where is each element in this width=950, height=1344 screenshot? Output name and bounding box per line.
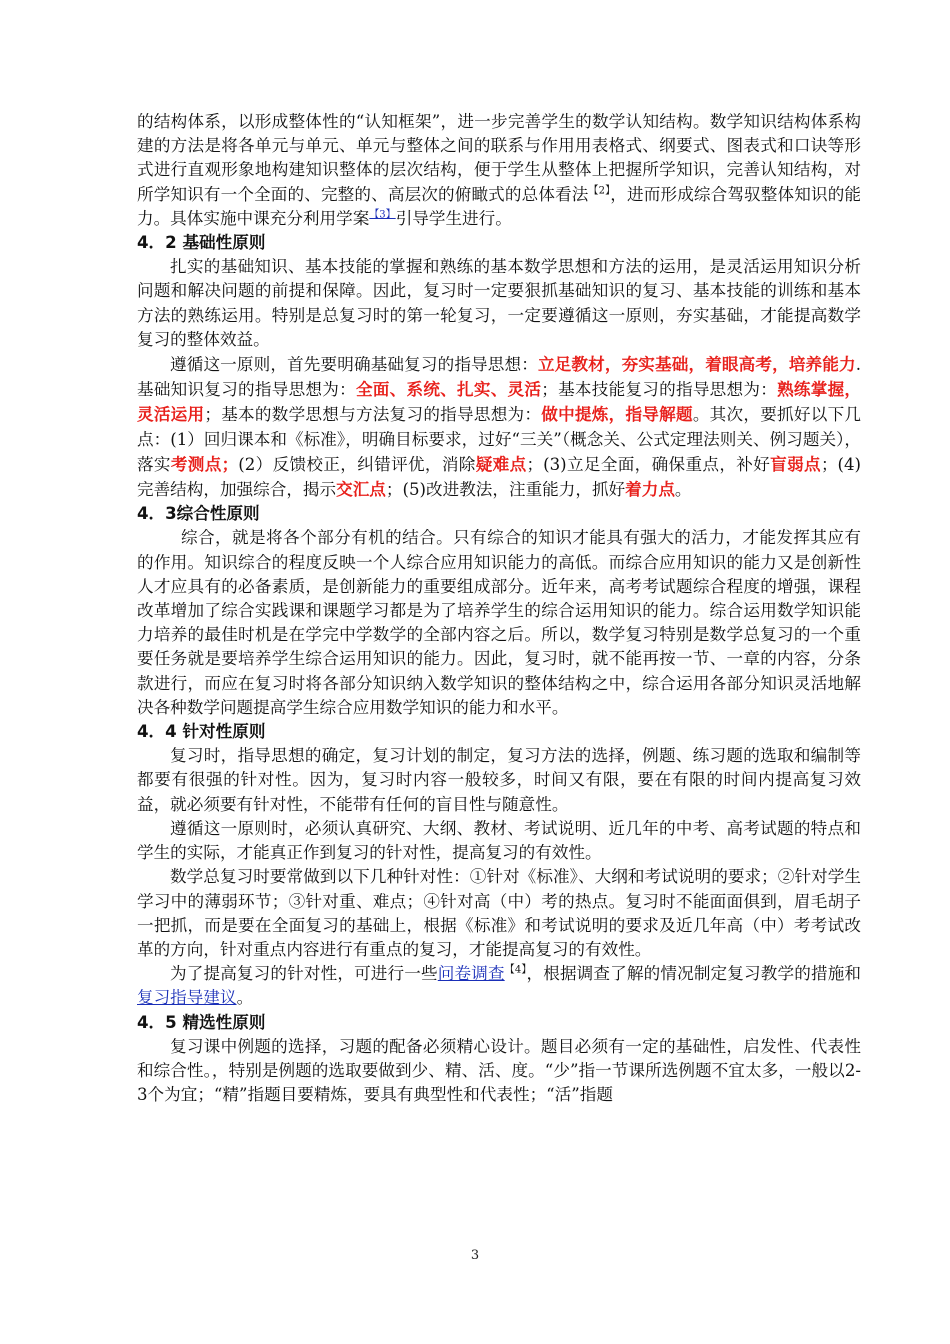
paragraph: 数学总复习时要常做到以下几种针对性：①针对《标准》、大纲和考试说明的要求；②针对学生学习中的薄弱环节；③针对重、难点；④针对高（中）考的热点。复习时不能面面俱到，眉毛胡子一把抓，而是要在全面复习的基础上，根据《标准》和考试说明的要求及近几年高（中）考考试改革的方向，针对重点内容进行有重点的复习，才能提高复习的有效性。	[137, 867, 861, 959]
emphasis: 考测点；	[170, 453, 239, 474]
emphasis: 全面、系统、扎实、灵活	[355, 379, 542, 400]
paragraph-guiding-ideas: 遵循这一原则，首先要明确基础复习的指导思想：立足教材，夯实基础，着眼高考，培养能力.基础知识复习的指导思想为：全面、系统、扎实、灵活；基本技能复习的指导思想为：熟练掌握，灵活运用；基本的数学思想与方法复习的指导思想为：做中提炼，指导解题。其次，要抓好以下几点：(1）回归课本和《标准》，明确目标要求，过好“三关”（概念关、公式定理法则关、例习题关），落实考测点；(2）反馈校正，纠错评优，消除疑难点；(3)立足全面，确保重点，补好盲弱点；(4)完善结构，加强综合，揭示交汇点；(5)改进教法，注重能力，抓好着力点。	[137, 354, 862, 500]
citation-4: 【4】	[504, 964, 527, 976]
paragraph: 遵循这一原则时，必须认真研究、大纲、教材、考试说明、近几年的中考、高考试题的特点和学生的实际，才能真正作到复习的针对性，提高复习的有效性。	[137, 818, 861, 863]
paragraph-with-links: 为了提高复习的针对性，可进行一些问卷调查$^{【4】}$，根据调查了解的情况制定复习教学的措施和复习指导建议。	[137, 964, 862, 1008]
section-heading-4-5: 4．5 精选性原则	[137, 1012, 266, 1032]
section-heading-4-2: 4．2 基础性原则	[137, 233, 266, 253]
document-body	[137, 110, 861, 1107]
emphasis: 盲弱点	[770, 453, 821, 474]
review-guidance-link[interactable]: 复习指导建议	[137, 988, 237, 1008]
section-heading-4-3: 4．3综合性原则	[137, 504, 260, 524]
paragraph: 综合，就是将各个部分有机的结合。只有综合的知识才能具有强大的活力，才能发挥其应有的作用。知识综合的程度反映一个人综合应用知识能力的高低。而综合应用知识的能力又是创新性人才应具有的必备素质，是创新能力的重要组成部分。近年来，高考考试题综合程度的增强，课程改革增加了综合实践课和课题学习都是为了培养学生的综合运用知识的能力。综合运用数学知识能力培养的最佳时机是在学完中学数学的全部内容之后。所以，数学复习特别是数学总复习的一个重要任务就是要培养学生综合运用知识的能力。因此，复习时，就不能再按一节、一章的内容，分条款进行，而应在复习时将各部分知识纳入数学知识的整体结构之中，综合运用各部分知识灵活地解决各种数学问题提高学生综合应用数学知识的能力和水平。	[137, 528, 861, 717]
section-heading-4-4: 4．4 针对性原则	[137, 722, 266, 742]
emphasis: 交汇点	[336, 479, 386, 500]
questionnaire-link[interactable]: 问卷调查	[437, 964, 505, 984]
paragraph: 复习时，指导思想的确定，复习计划的制定，复习方法的选择，例题、练习题的选取和编制等都要有很强的针对性。因为，复习时内容一般较多，时间又有限，要在有限的时间内提高复习效益，就必须要有针对性，不能带有任何的盲目性与随意性。	[137, 746, 861, 814]
emphasis: 做中提炼，指导解题	[541, 404, 693, 425]
citation-3-link[interactable]: 【3】	[369, 209, 396, 221]
emphasis: 熟练掌握，灵活运用	[137, 379, 862, 425]
intro-paragraph: 的结构体系，以形成整体性的“认知框架”，进一步完善学生的数学认知结构。数学知识结构体系构建的方法是将各单元与单元、单元与整体之间的联系与作用用表格式、纲要式、图表式和口诀等形式进行直观形象地构建知识整体的层次结构，便于学生从整体上把握所学知识，完善认知结构，对所学知识有一个全面的、完整的、高层次的俯瞰式的总体看法$^{【2】}$，进而形成综合驾驭整体知识的能力。具体实施中课充分利用学案$^{【3】}$引导学生进行。	[137, 112, 862, 228]
paragraph: 复习课中例题的选择，习题的配备必须精心设计。题目必须有一定的基础性，启发性、代表性和综合性。，特别是例题的选取要做到少、精、活、度。“少”指一节课所选例题不宜太多，一般以2-3个为宜；“精”指题目要精炼，要具有典型性和代表性；“活”指题	[137, 1036, 861, 1105]
emphasis: 疑难点	[475, 453, 527, 474]
paragraph: 扎实的基础知识、基本技能的掌握和熟练的基本数学思想和方法的运用，是灵活运用知识分析问题和解决问题的前提和保障。因此，复习时一定要狠抓基础知识的复习、基本技能的训练和基本方法的熟练运用。特别是总复习时的第一轮复习，一定要遵循这一原则，夯实基础，才能提高数学复习的整体效益。	[137, 257, 861, 349]
citation-2: 【2】	[588, 185, 611, 197]
page-number: 3	[470, 1248, 480, 1263]
emphasis: 立足教材，夯实基础，着眼高考，培养能力	[537, 354, 856, 375]
emphasis: 着力点	[625, 479, 675, 500]
